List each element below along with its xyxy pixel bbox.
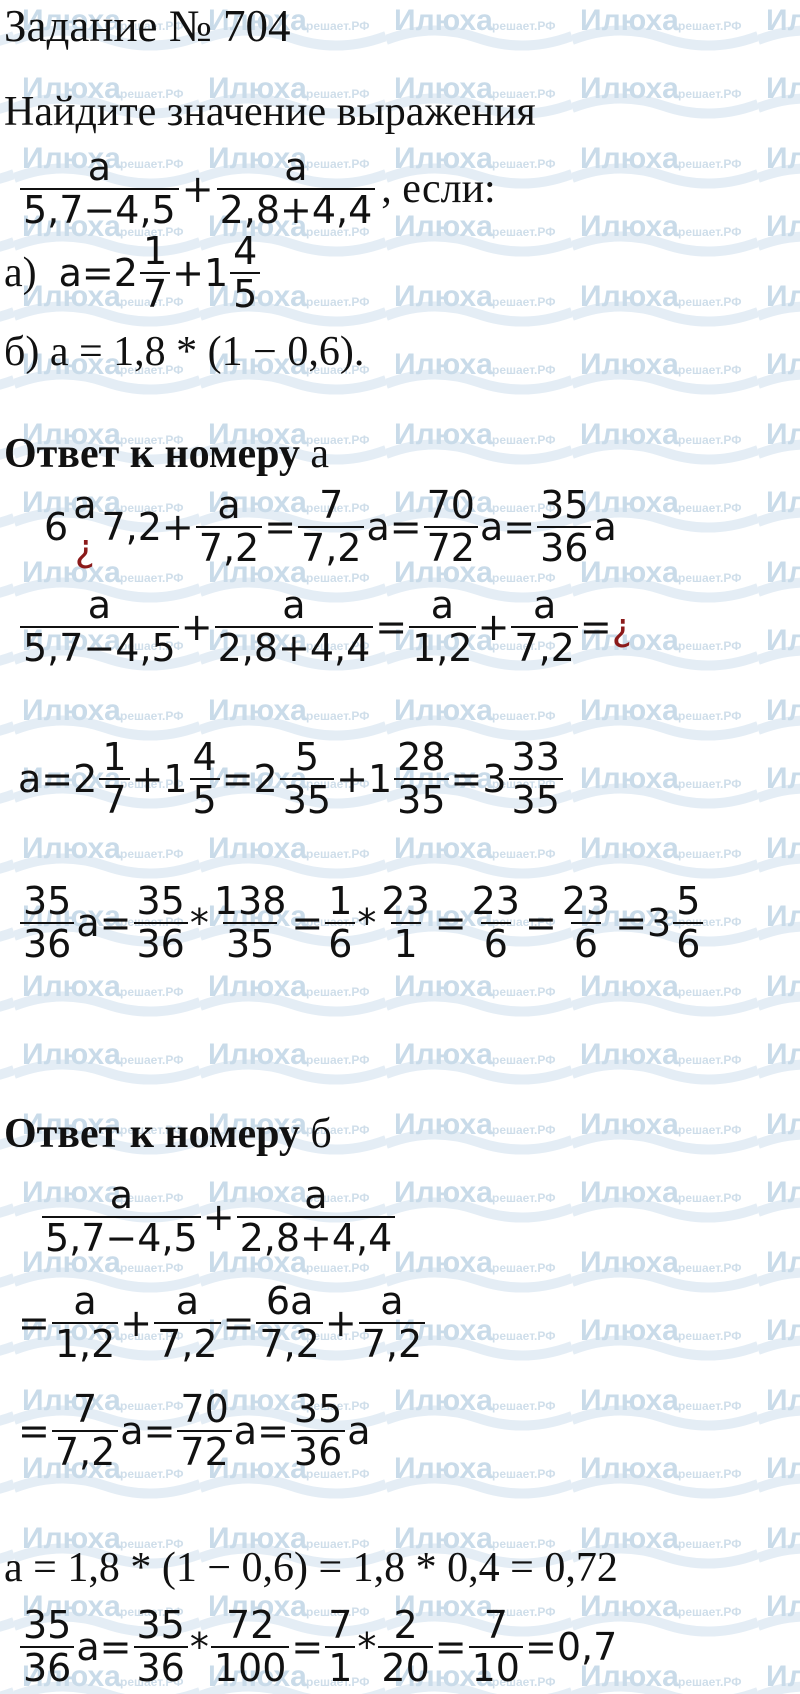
fraction-denominator: 35 bbox=[394, 778, 448, 821]
math-text: * bbox=[357, 1625, 377, 1670]
math-text: + bbox=[202, 1195, 235, 1240]
math-text: + bbox=[180, 605, 213, 650]
fraction-numerator: a bbox=[380, 1279, 404, 1323]
fraction bbox=[99, 735, 129, 822]
fraction-denominator: 1 bbox=[325, 1646, 355, 1689]
math-text: , если: bbox=[381, 166, 496, 213]
fraction-numerator: a bbox=[304, 1173, 328, 1217]
math-text: =2 bbox=[221, 757, 278, 802]
math-text: a= bbox=[120, 1409, 176, 1454]
fraction-denominator: 2,8+4,4 bbox=[237, 1216, 396, 1259]
fraction-numerator: a bbox=[282, 583, 306, 627]
heading-letter: б bbox=[310, 1111, 332, 1157]
fraction-numerator: 33 bbox=[511, 735, 560, 779]
fraction-denominator: 6 bbox=[325, 922, 355, 965]
fraction-numerator: 35 bbox=[540, 483, 589, 527]
fraction-denominator: 2,8+4,4 bbox=[215, 626, 374, 669]
fraction-denominator: 1 bbox=[391, 922, 421, 965]
fraction bbox=[511, 583, 577, 670]
fraction-numerator: a bbox=[73, 483, 97, 527]
math-text: 7,2+ bbox=[101, 505, 194, 550]
math-text: + bbox=[120, 1301, 153, 1346]
fraction-denominator: 7 bbox=[99, 778, 129, 821]
fraction-denominator: 2,8+4,4 bbox=[217, 188, 376, 231]
fraction-numerator: 23 bbox=[471, 879, 520, 923]
math-text: a= bbox=[76, 1625, 132, 1670]
fraction-denominator: 1,2 bbox=[409, 626, 475, 669]
answer-b-line-1 bbox=[40, 1173, 397, 1260]
part-a-condition bbox=[4, 229, 262, 316]
fraction bbox=[291, 1387, 345, 1474]
math-text: = bbox=[222, 1301, 255, 1346]
fraction-denominator: 7,2 bbox=[511, 626, 577, 669]
fraction-numerator: 7 bbox=[483, 1603, 508, 1647]
fraction bbox=[42, 1173, 201, 1260]
answer-b-line-5 bbox=[18, 1603, 618, 1690]
fraction bbox=[469, 879, 523, 966]
fraction bbox=[217, 145, 376, 232]
fraction bbox=[211, 1603, 290, 1690]
fraction-numerator: 35 bbox=[293, 1387, 343, 1431]
math-text: + bbox=[477, 605, 510, 650]
math-text: + bbox=[324, 1301, 357, 1346]
math-text: = bbox=[291, 901, 324, 946]
fraction-denominator: 36 bbox=[291, 1430, 345, 1473]
fraction bbox=[559, 879, 613, 966]
fraction-denominator: 7,2 bbox=[298, 526, 364, 569]
math-text: a= bbox=[366, 505, 422, 550]
fraction bbox=[378, 1603, 432, 1690]
fraction bbox=[20, 583, 179, 670]
answer-a-line-4 bbox=[18, 879, 705, 966]
fraction-denominator: 5,7−4,5 bbox=[42, 1216, 201, 1259]
fraction-denominator: 20 bbox=[378, 1646, 432, 1689]
fraction-denominator: 7,2 bbox=[256, 1322, 322, 1365]
fraction-numerator: 5 bbox=[294, 735, 320, 779]
math-text: a= bbox=[479, 505, 536, 550]
fraction-denominator: 6 bbox=[481, 922, 511, 965]
math-text: =3 bbox=[450, 757, 507, 802]
fraction-denominator: 7,2 bbox=[154, 1322, 220, 1365]
fraction-denominator: 72 bbox=[177, 1430, 231, 1473]
math-text: +1 bbox=[131, 757, 188, 802]
math-text: a=2 bbox=[18, 757, 98, 802]
fraction-denominator: 5,7−4,5 bbox=[20, 626, 179, 669]
fraction bbox=[140, 229, 170, 316]
fraction-numerator: 35 bbox=[23, 1603, 72, 1647]
fraction bbox=[424, 483, 478, 570]
fraction-denominator: 10 bbox=[469, 1646, 523, 1689]
fraction-denominator: 1,2 bbox=[52, 1322, 118, 1365]
fraction-numerator: a bbox=[284, 145, 308, 189]
fraction-denominator: 72 bbox=[424, 526, 478, 569]
problem-prompt: Найдите значение выражения bbox=[4, 89, 536, 135]
answer-b-heading bbox=[4, 1110, 332, 1158]
fraction bbox=[20, 145, 179, 232]
math-text: a bbox=[593, 505, 617, 550]
answer-b-line-3 bbox=[18, 1387, 371, 1474]
fraction-denominator: 35 bbox=[223, 922, 277, 965]
fraction bbox=[177, 1387, 231, 1474]
math-text: = bbox=[291, 1625, 324, 1670]
fraction-numerator: a bbox=[73, 1279, 97, 1323]
fraction-numerator: 138 bbox=[213, 879, 287, 923]
fraction-denominator: 5 bbox=[230, 272, 260, 315]
fraction bbox=[537, 483, 591, 570]
fraction bbox=[230, 229, 260, 316]
fraction-numerator: 4 bbox=[233, 229, 258, 273]
math-text: = bbox=[524, 901, 557, 946]
fraction-numerator: 35 bbox=[136, 1603, 185, 1647]
fraction-denominator: 5 bbox=[190, 778, 220, 821]
fraction-denominator: 6 bbox=[673, 922, 703, 965]
math-text: = bbox=[579, 605, 612, 650]
heading-letter: а bbox=[310, 431, 330, 477]
problem-expression bbox=[18, 145, 496, 232]
fraction bbox=[469, 1603, 523, 1690]
fraction-denominator: 5,7−4,5 bbox=[20, 188, 179, 231]
fraction bbox=[237, 1173, 396, 1260]
fraction bbox=[52, 1387, 118, 1474]
fraction bbox=[190, 735, 220, 822]
fraction-numerator: 70 bbox=[180, 1387, 229, 1431]
fraction bbox=[70, 483, 99, 570]
fraction-numerator: 6a bbox=[265, 1279, 314, 1323]
fraction bbox=[359, 1279, 425, 1366]
fraction-numerator: a bbox=[87, 145, 111, 189]
answer-a-line-1 bbox=[44, 483, 617, 570]
math-text: = bbox=[434, 1625, 467, 1670]
fraction bbox=[154, 1279, 220, 1366]
fraction-denominator: 7,2 bbox=[52, 1430, 118, 1473]
fraction bbox=[673, 879, 703, 966]
heading-label: Ответ к номеру bbox=[4, 1111, 300, 1157]
fraction-denominator: 7 bbox=[140, 272, 170, 315]
math-text: = bbox=[375, 605, 408, 650]
fraction-numerator: 1 bbox=[328, 879, 353, 923]
fraction-numerator: 7 bbox=[72, 1387, 98, 1431]
math-text: =0,7 bbox=[524, 1625, 618, 1670]
fraction-denominator: 35 bbox=[280, 778, 334, 821]
fraction bbox=[280, 735, 334, 822]
math-text: * bbox=[189, 1625, 209, 1670]
math-text: = bbox=[18, 1301, 50, 1346]
fraction-denominator: 7,2 bbox=[359, 1322, 425, 1365]
fraction-numerator: a bbox=[175, 1279, 199, 1323]
answer-a-heading bbox=[4, 430, 329, 478]
fraction bbox=[196, 483, 262, 570]
fraction-numerator: 35 bbox=[23, 879, 72, 923]
fraction-denominator: ¿ bbox=[74, 525, 95, 570]
answer-b-line-2 bbox=[18, 1279, 427, 1366]
math-text: а) bbox=[4, 250, 37, 297]
math-text: a=2 bbox=[58, 251, 138, 296]
math-text: = bbox=[18, 1409, 50, 1454]
fraction-numerator: a bbox=[532, 583, 557, 627]
fraction-numerator: 23 bbox=[561, 879, 611, 923]
fraction-numerator: 5 bbox=[676, 879, 701, 923]
fraction-numerator: 70 bbox=[426, 483, 475, 527]
fraction-denominator: 36 bbox=[134, 922, 188, 965]
fraction-numerator: a bbox=[87, 583, 111, 627]
fraction-numerator: a bbox=[430, 583, 454, 627]
fraction-numerator: a bbox=[217, 483, 241, 527]
answer-a-line-2 bbox=[18, 583, 632, 670]
math-text: * bbox=[357, 901, 377, 946]
math-text: a bbox=[347, 1409, 371, 1454]
fraction-numerator: 23 bbox=[381, 879, 430, 923]
fraction bbox=[298, 483, 364, 570]
math-text: +1 bbox=[172, 251, 229, 296]
fraction-numerator: 1 bbox=[102, 735, 127, 779]
math-text: = bbox=[434, 901, 467, 946]
math-text: 6 bbox=[44, 505, 69, 550]
fraction-denominator: 100 bbox=[211, 1646, 290, 1689]
page-title: Задание № 704 bbox=[4, 1, 291, 51]
fraction-numerator: 35 bbox=[136, 879, 185, 923]
math-text: ¿ bbox=[611, 605, 632, 650]
fraction bbox=[325, 1603, 355, 1690]
math-text: a= bbox=[76, 901, 132, 946]
math-text: + bbox=[181, 167, 214, 212]
fraction-denominator: 35 bbox=[509, 778, 563, 821]
fraction bbox=[409, 583, 475, 670]
fraction-numerator: 7 bbox=[328, 1603, 353, 1647]
fraction bbox=[20, 879, 74, 966]
math-text: =3 bbox=[615, 901, 672, 946]
fraction-denominator: 36 bbox=[20, 1646, 74, 1689]
answer-a-line-3 bbox=[18, 735, 565, 822]
fraction-numerator: 72 bbox=[225, 1603, 275, 1647]
fraction bbox=[20, 1603, 74, 1690]
math-text: a= bbox=[233, 1409, 289, 1454]
fraction bbox=[394, 735, 448, 822]
fraction bbox=[256, 1279, 322, 1366]
fraction bbox=[134, 1603, 188, 1690]
fraction bbox=[52, 1279, 118, 1366]
fraction-denominator: 36 bbox=[537, 526, 591, 569]
part-b-condition: б) a = 1,8 * (1 − 0,6). bbox=[4, 329, 365, 375]
fraction bbox=[325, 879, 355, 966]
fraction bbox=[134, 879, 188, 966]
math-text: = bbox=[264, 505, 297, 550]
fraction bbox=[215, 583, 374, 670]
fraction-numerator: a bbox=[109, 1173, 133, 1217]
fraction-numerator: 7 bbox=[319, 483, 344, 527]
math-text: +1 bbox=[336, 757, 393, 802]
fraction-numerator: 4 bbox=[192, 735, 217, 779]
fraction-denominator: 6 bbox=[571, 922, 601, 965]
math-text: * bbox=[189, 901, 209, 946]
heading-label: Ответ к номеру bbox=[4, 431, 300, 477]
fraction bbox=[509, 735, 563, 822]
fraction-denominator: 36 bbox=[20, 922, 74, 965]
fraction-numerator: 28 bbox=[397, 735, 446, 779]
fraction bbox=[378, 879, 432, 966]
fraction-numerator: 1 bbox=[142, 229, 168, 273]
fraction-denominator: 7,2 bbox=[196, 526, 262, 569]
answer-b-line-4: a = 1,8 * (1 − 0,6) = 1,8 * 0,4 = 0,72 bbox=[4, 1545, 618, 1591]
fraction-numerator: 2 bbox=[393, 1603, 418, 1647]
fraction-denominator: 36 bbox=[134, 1646, 188, 1689]
fraction bbox=[211, 879, 290, 966]
